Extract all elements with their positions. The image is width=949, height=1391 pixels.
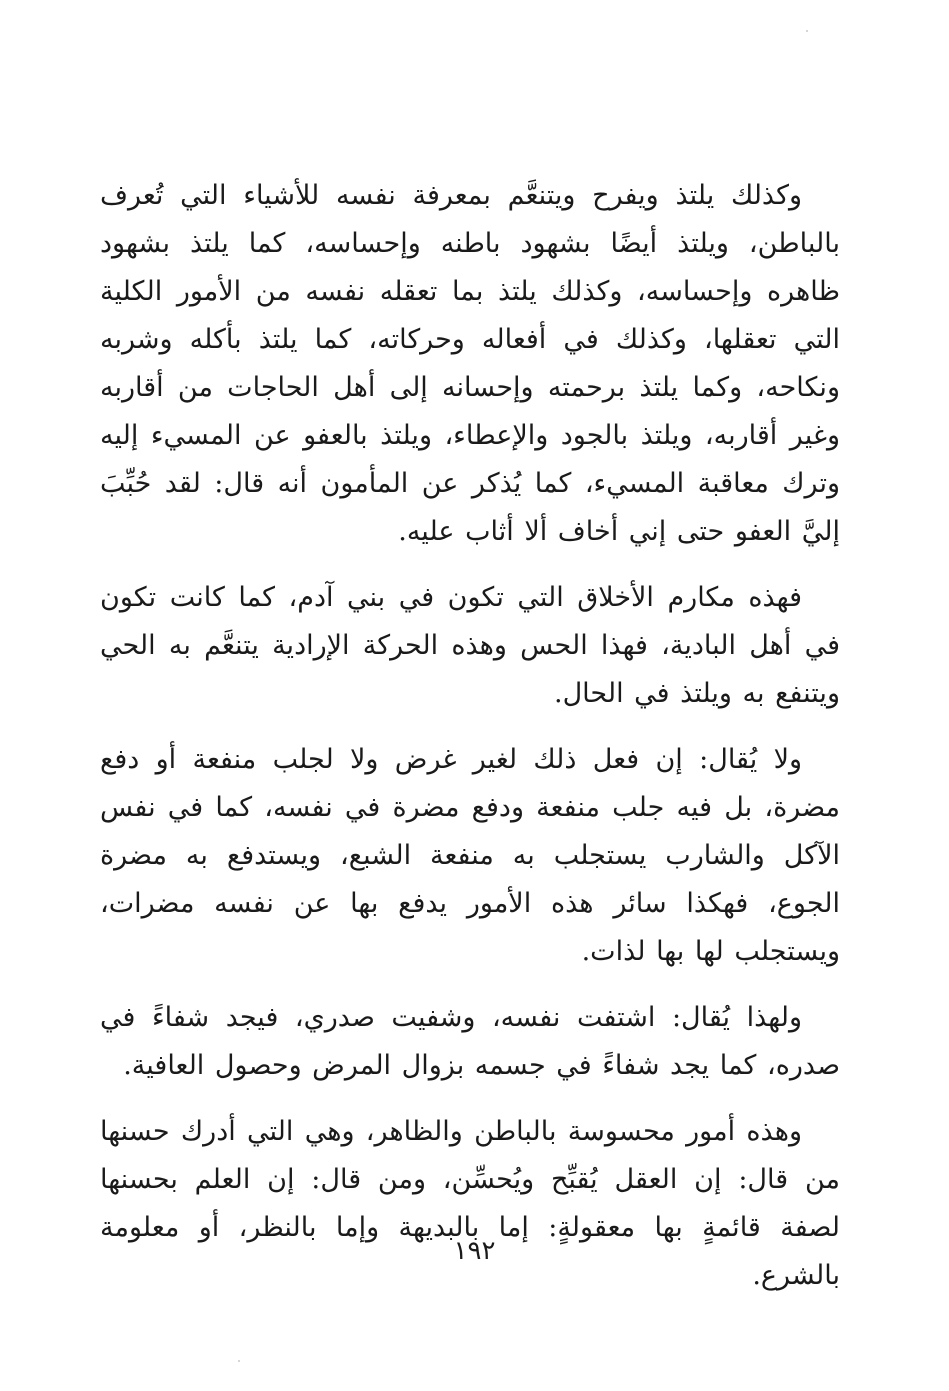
paragraph-4: ولهذا يُقال: اشتفت نفسه، وشفيت صدري، فيجد شفاءً في صدره، كما يجد شفاءً في جسمه بزوال المرض وحصول العافية. [100, 1002, 840, 1081]
paragraph-3: ولا يُقال: إن فعل ذلك لغير غرض ولا لجلب منفعة أو دفع مضرة، بل فيه جلب منفعة ودفع مضرة في نفسه، كما في نفس الآكل والشارب يستجلب به منفعة الشبع، ويستدفع به مضرة الجوع، فهكذا سائر هذه الأمور يدفع بها عن نفسه مضرات، ويستجلب لها بها لذات. [100, 744, 840, 967]
body-text [100, 172, 840, 1318]
paragraph-1: وكذلك يلتذ ويفرح ويتنعَّم بمعرفة نفسه للأشياء التي تُعرف بالباطن، ويلتذ أيضًا بشهود باطنه وإحساسه، كما يلتذ بشهود ظاهره وإحساسه، وكذلك يلتذ بما تعقله نفسه من الأمور الكلية التي تعقلها، وكذلك في أفعاله وحركاته، كما يلتذ بأكله وشربه ونكاحه، وكما يلتذ برحمته وإحسانه إلى أهل الحاجات من أقاربه وغير أقاربه، ويلتذ بالجود والإعطاء، ويلتذ بالعفو عن المسيء إليه وترك معاقبة المسيء، كما يُذكر عن المأمون أنه قال: لقد حُبِّبَ إليَّ العفو حتى إني أخاف ألا أثاب عليه. [100, 180, 840, 547]
margin-speck [806, 30, 808, 32]
paragraph-2: فهذه مكارم الأخلاق التي تكون في بني آدم، كما كانت تكون في أهل البادية، فهذا الحس وهذه الحركة الإرادية يتنعَّم به الحي ويتنفع به ويلتذ في الحال. [100, 582, 840, 709]
page-number: ١٩٢ [453, 1236, 496, 1266]
paragraph-5: وهذه أمور محسوسة بالباطن والظاهر، وهي التي أدرك حسنها من قال: إن العقل يُقبِّح ويُحسِّن، ومن قال: إن العلم بحسنها لصفة قائمةٍ بها معقولةٍ: إما بالبديهة وإما بالنظر، أو معلومة بالشرع. [100, 1116, 840, 1291]
margin-speck [238, 1360, 240, 1362]
